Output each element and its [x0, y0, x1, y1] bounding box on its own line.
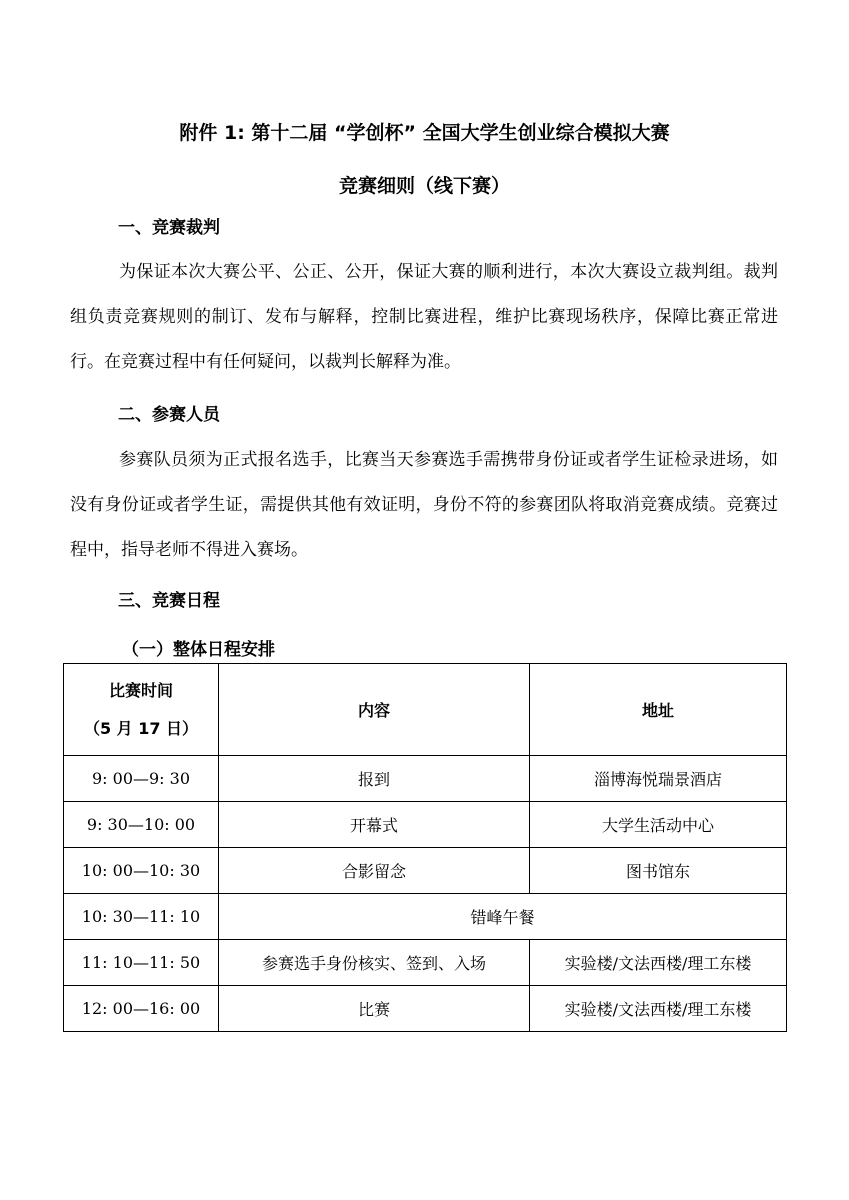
cell-address: 实验楼/文法西楼/理工东楼	[530, 986, 787, 1032]
cell-time: 10: 00—10: 30	[64, 848, 219, 894]
cell-address: 大学生活动中心	[530, 802, 787, 848]
header-content: 内容	[219, 664, 530, 756]
section-heading-participants: 二、参赛人员	[118, 405, 220, 425]
table-row	[64, 756, 787, 802]
cell-time: 12: 00—16: 00	[64, 986, 219, 1032]
header-date-label: （5 月 17 日）	[83, 718, 199, 738]
cell-merged: 错峰午餐	[219, 894, 787, 940]
cell-address: 实验楼/文法西楼/理工东楼	[530, 940, 787, 986]
paragraph-text: 为保证本次大赛公平、公正、公开，保证大赛的顺利进行，本次大赛设立裁判组。裁判组负责竞赛规则的制订、发布与解释，控制比赛进程，维护比赛现场秩序，保障比赛正常进行。在竞赛过程中有任何疑问，以裁判长解释为准。	[70, 262, 778, 372]
document-subtitle: 竞赛细则（线下赛）	[338, 175, 510, 197]
header-time	[64, 664, 219, 756]
section-paragraph-participants	[70, 438, 778, 573]
table-row	[64, 940, 787, 986]
cell-time: 11: 10—11: 50	[64, 940, 219, 986]
cell-content: 开幕式	[219, 802, 530, 848]
cell-time: 9: 30—10: 00	[64, 802, 219, 848]
cell-content: 报到	[219, 756, 530, 802]
section-heading-referee: 一、竞赛裁判	[118, 218, 220, 238]
table-header-row	[64, 664, 787, 756]
table-row	[64, 802, 787, 848]
cell-content: 参赛选手身份核实、签到、入场	[219, 940, 530, 986]
cell-address: 淄博海悦瑞景酒店	[530, 756, 787, 802]
cell-address: 图书馆东	[530, 848, 787, 894]
header-time-label: 比赛时间	[108, 680, 173, 700]
table-row	[64, 894, 787, 940]
subsection-heading-schedule: （一）整体日程安排	[122, 640, 275, 660]
cell-content: 合影留念	[219, 848, 530, 894]
table-row	[64, 986, 787, 1032]
cell-time: 9: 00—9: 30	[64, 756, 219, 802]
schedule-table	[63, 663, 787, 1032]
document-title: 附件 1: 第十二届 “学创杯” 全国大学生创业综合模拟大赛	[179, 122, 670, 144]
header-address: 地址	[530, 664, 787, 756]
section-paragraph-referee	[70, 250, 778, 385]
section-heading-schedule: 三、竞赛日程	[118, 591, 220, 611]
table-row	[64, 848, 787, 894]
paragraph-text: 参赛队员须为正式报名选手，比赛当天参赛选手需携带身份证或者学生证检录进场，如没有身份证或者学生证，需提供其他有效证明，身份不符的参赛团队将取消竞赛成绩。竞赛过程中，指导老师不得进入赛场。	[70, 450, 778, 560]
cell-content: 比赛	[219, 986, 530, 1032]
cell-time: 10: 30—11: 10	[64, 894, 219, 940]
